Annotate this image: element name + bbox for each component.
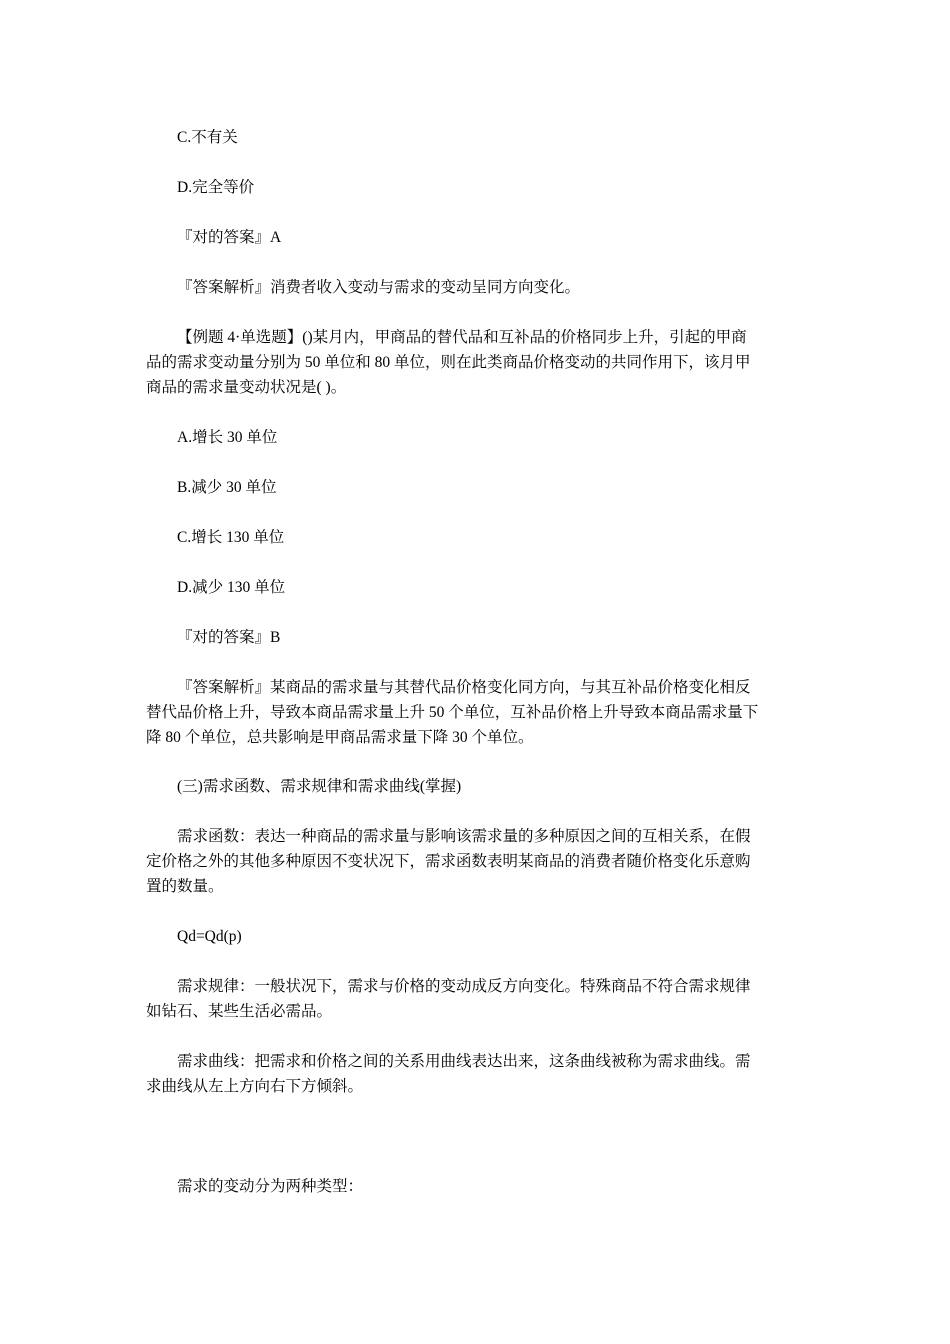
text-line: 『对的答案』A: [177, 229, 282, 246]
correct-answer-text: [146, 625, 808, 650]
text-line: 需求函数：表达一种商品的需求量与影响该需求量的多种原因之间的互相关系，在假: [177, 828, 751, 845]
text-line: 替代品价格上升，导致本商品需求量上升 50 个单位，互补品价格上升导致本商品需求量下: [146, 704, 759, 721]
text-line: 定价格之外的其他多种原因不变状况下，需求函数表明某商品的消费者随价格变化乐意购: [146, 853, 751, 870]
text-line: 商品的需求量变动状况是( )。: [146, 379, 347, 396]
text-line: A.增长 30 单位: [177, 429, 278, 446]
text-line: 降 80 个单位，总共影响是甲商品需求量下降 30 个单位。: [146, 729, 534, 746]
option-b-text: [146, 475, 808, 500]
demand-curve-text: [146, 1049, 808, 1099]
option-c-text: [146, 525, 808, 550]
text-line: 品的需求变动量分别为 50 单位和 80 单位，则在此类商品价格变动的共同作用下，该月甲: [146, 354, 751, 371]
section-heading: [146, 774, 808, 799]
option-c-text: [146, 125, 808, 150]
demand-function-text: [146, 824, 808, 899]
example-question-text: [146, 325, 808, 400]
option-d-text: [146, 575, 808, 600]
formula-text: [146, 924, 808, 949]
text-line: D.减少 130 单位: [177, 579, 286, 596]
text-line: 需求规律：一般状况下，需求与价格的变动成反方向变化。特殊商品不符合需求规律: [177, 978, 751, 995]
text-line: D.完全等价: [177, 179, 255, 196]
option-a-text: [146, 425, 808, 450]
option-d-text: [146, 175, 808, 200]
text-line: B.减少 30 单位: [177, 479, 277, 496]
text-line: 求曲线从左上方向右下方倾斜。: [146, 1078, 364, 1095]
text-line: 需求的变动分为两种类型：: [177, 1178, 364, 1195]
text-line: 置的数量。: [146, 878, 224, 895]
text-line: 如钻石、某些生活必需品。: [146, 1003, 333, 1020]
answer-explanation-text: [146, 675, 808, 750]
text-line: 需求曲线：把需求和价格之间的关系用曲线表达出来，这条曲线被称为需求曲线。需: [177, 1053, 751, 1070]
text-line: 『答案解析』某商品的需求量与其替代品价格变化同方向，与其互补品价格变化相反: [177, 679, 751, 696]
demand-law-text: [146, 974, 808, 1024]
text-line: (三)需求函数、需求规律和需求曲线(掌握): [177, 778, 462, 795]
demand-change-types-text: [146, 1174, 808, 1199]
text-line: 『答案解析』消费者收入变动与需求的变动呈同方向变化。: [177, 279, 581, 296]
text-line: 【例题 4·单选题】()某月内，甲商品的替代品和互补品的价格同步上升，引起的甲商: [177, 329, 747, 346]
text-line: 『对的答案』B: [177, 629, 281, 646]
answer-explanation-text: [146, 275, 808, 300]
text-line: Qd=Qd(p): [177, 928, 242, 945]
text-line: C.增长 130 单位: [177, 529, 285, 546]
correct-answer-text: [146, 225, 808, 250]
text-line: C.不有关: [177, 129, 238, 146]
